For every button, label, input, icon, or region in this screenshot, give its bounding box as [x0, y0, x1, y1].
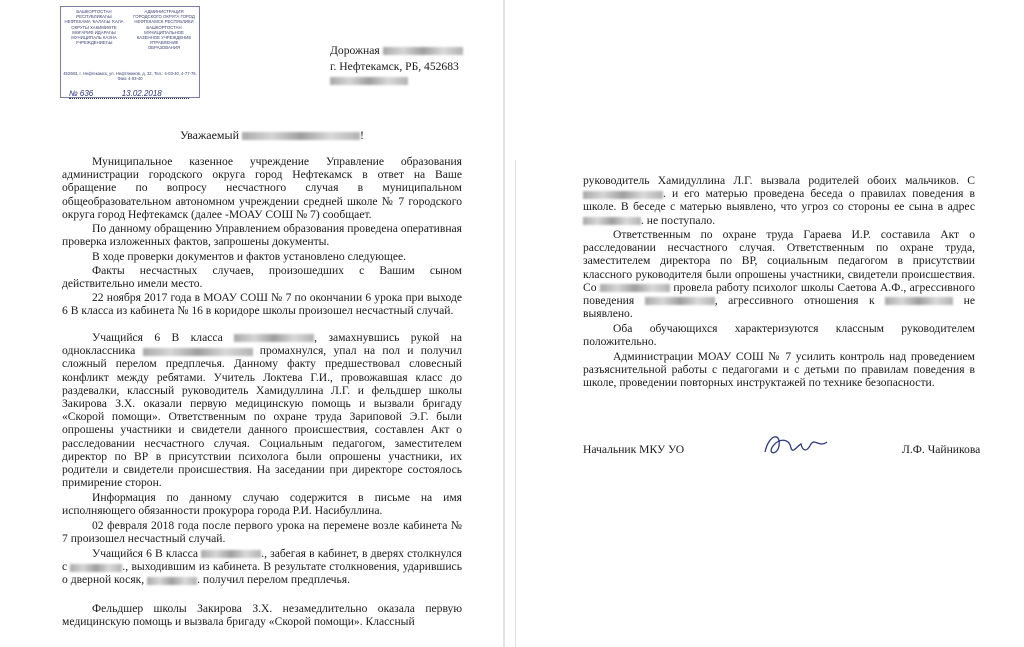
page-2-edge	[515, 160, 516, 647]
paragraph-facts: Факты несчастных случаев, произошедших с Вашим сыном действительно имели место.	[62, 264, 462, 291]
stamp-right-text: АДМИНИСТРАЦИЯ ГОРОДСКОГО ОКРУГА ГОРОД НЕФТЕКАМСК РЕСПУБЛИКИ БАШКОРТОСТАН МУНИЦИПАЛЬНОЕ КАЗЕННОЕ УЧРЕЖДЕНИЕ УПРАВЛЕНИЕ ОБРАЗОВАНИЯ	[133, 9, 195, 51]
paragraph-parents-called: руководитель Хамидуллина Л.Г. вызвала родителей обоих мальчиков. С . и его матерью проведена беседа о правилах поведения в школе. В беседе с матерью выявлено, что угроз со стороны ее сына в адрес . не поступало.	[583, 174, 975, 227]
redacted-student-e	[147, 577, 197, 585]
stamp-address: 452683, г. Нефтекамск, ул. Нефтяников, д. 32, Тел.: 4-03-40, 4-77-76, Факс 4-03-40	[63, 71, 197, 82]
redacted-student-i	[645, 297, 715, 305]
recipient-line-2: г. Нефтекамск, РБ, 452683	[330, 60, 459, 73]
signature-name: Л.Ф. Чайникова	[902, 443, 981, 456]
redacted-student-j	[885, 297, 953, 305]
redacted-student-c	[201, 550, 261, 558]
signature-image	[759, 428, 831, 460]
redacted-student-a	[234, 334, 314, 342]
paragraph-investigation: Ответственным по охране труда Гараева И.Р. составила Акт о расследовании несчастного случая. Ответственным по охране труда, заместителем директора по ВР, социальным педагогом в присутствии классного руководителя были опрошены участники, свидетели происшествия. Со провела работу психолог школы Саетова А.Ф., агрессивного поведения , агрессивного отношения к не выявлено.	[583, 228, 975, 321]
redacted-student-d	[70, 564, 122, 572]
paragraph-established: В ходе проверки документов и фактов установлено следующее.	[92, 250, 407, 263]
paragraph-second-details: Учащийся 6 В класса ., забегая в кабинет, в дверях столкнулся с ., выходившим из кабинета. В результате столкновения, ударившись о дверной косяк, . получил перелом предплечья.	[62, 547, 462, 587]
letter-page-1	[0, 0, 505, 647]
redacted-name	[242, 132, 360, 140]
redacted-recipient-name	[330, 77, 408, 85]
paragraph-prosecutor-info: Информация по данному случаю содержится в письме на имя исполняющего обязанности прокурора города Р.И. Насибуллина.	[62, 491, 462, 518]
recipient-line-1: Дорожная	[330, 44, 463, 57]
stamp-number: 636	[79, 89, 94, 98]
paragraph-first-incident: 22 ноября 2017 года в МОАУ СОШ № 7 по окончании 6 урока при выходе 6 В класса из кабинета № 16 в коридоре школы произошел несчастный случай.	[62, 291, 462, 318]
salutation: Уважаемый !	[180, 128, 364, 142]
redacted-address	[383, 47, 463, 55]
paragraph-first-details: Учащийся 6 В класса , замахнувшись рукой на одноклассника промахнулся, упал на пол и получил сложный перелом предплечья. Данному факту предшествовал словесный конфликт между ребятами. Учитель Локтева Г.И., провожавшая класс до раздевалки, классный руководитель Хамидуллина Л.Г. и фельдшер школы Закирова З.Х. оказали первую медицинскую помощь и вызвали бригаду «Скорой помощи». Ответственным по охране труда Зариповой Э.Г. были опрошены участники и свидетели данного происшествия, составлен Акт о расследовании несчастного случая. Социальным педагогом, заместителем директор по ВР в присутствии психолога были опрошены участники, их родители и свидетели происшествия. На заседании при директоре состоялось примирение сторон.	[62, 331, 462, 490]
redacted-student-h	[600, 284, 670, 292]
stamp-number-row: № 636 13.02.2018	[69, 90, 189, 99]
paragraph-paramedic: Фельдшер школы Закирова З.Х. незамедлительно оказала первую медицинскую помощь и вызвала бригаду «Скорой помощи». Классный	[62, 602, 462, 629]
recipient-line-3	[330, 74, 408, 87]
signature-title: Начальник МКУ УО	[583, 443, 685, 456]
letter-page-2	[515, 0, 1024, 647]
official-stamp	[60, 6, 200, 98]
page-1-edge	[503, 0, 505, 647]
redacted-student-f	[583, 191, 663, 199]
stamp-left-text: БАШКОРТОСТАН РЕСПУБЛИКАҺЫ НЕФТЕКАМА ҠАЛАҺЫ ҠАЛА ОКРУГЫ ХАКИМИӘТЕ МӘҒАРИФ ИДАРАҺЫ МУНИЦИПАЛЬ КАЗНА УЧРЕЖДЕНИЕҺЫ	[64, 9, 124, 46]
paragraph-recommendation: Администрации МОАУ СОШ № 7 усилить контроль над проведением разъяснительной работы с педагогами и с детьми по правилам поведения в школе, проведении повторных инструктажей по технике безопасности.	[583, 350, 975, 390]
stamp-date: 13.02.2018	[121, 89, 162, 98]
paragraph-check: По данному обращению Управлением образования проведена оперативная проверка изложенных фактов, запрошены документы.	[62, 222, 462, 249]
redacted-student-g	[583, 217, 641, 225]
paragraph-intro: Муниципальное казенное учреждение Управление образования администрации городского округа город Нефтекамск в ответ на Ваше обращение по вопросу несчастного случая в муниципальном общеобразовательном автономном учреждении средней школе № 7 городского округа город Нефтекамск (далее -МОАУ СОШ № 7) сообщает.	[62, 155, 462, 221]
paragraph-second-incident: 02 февраля 2018 года после первого урока на перемене возле кабинета № 7 произошел несчастный случай.	[62, 519, 462, 546]
redacted-student-b	[143, 348, 253, 356]
paragraph-characteristics: Оба обучающихся характеризуются классным руководителем положительно.	[583, 322, 975, 349]
